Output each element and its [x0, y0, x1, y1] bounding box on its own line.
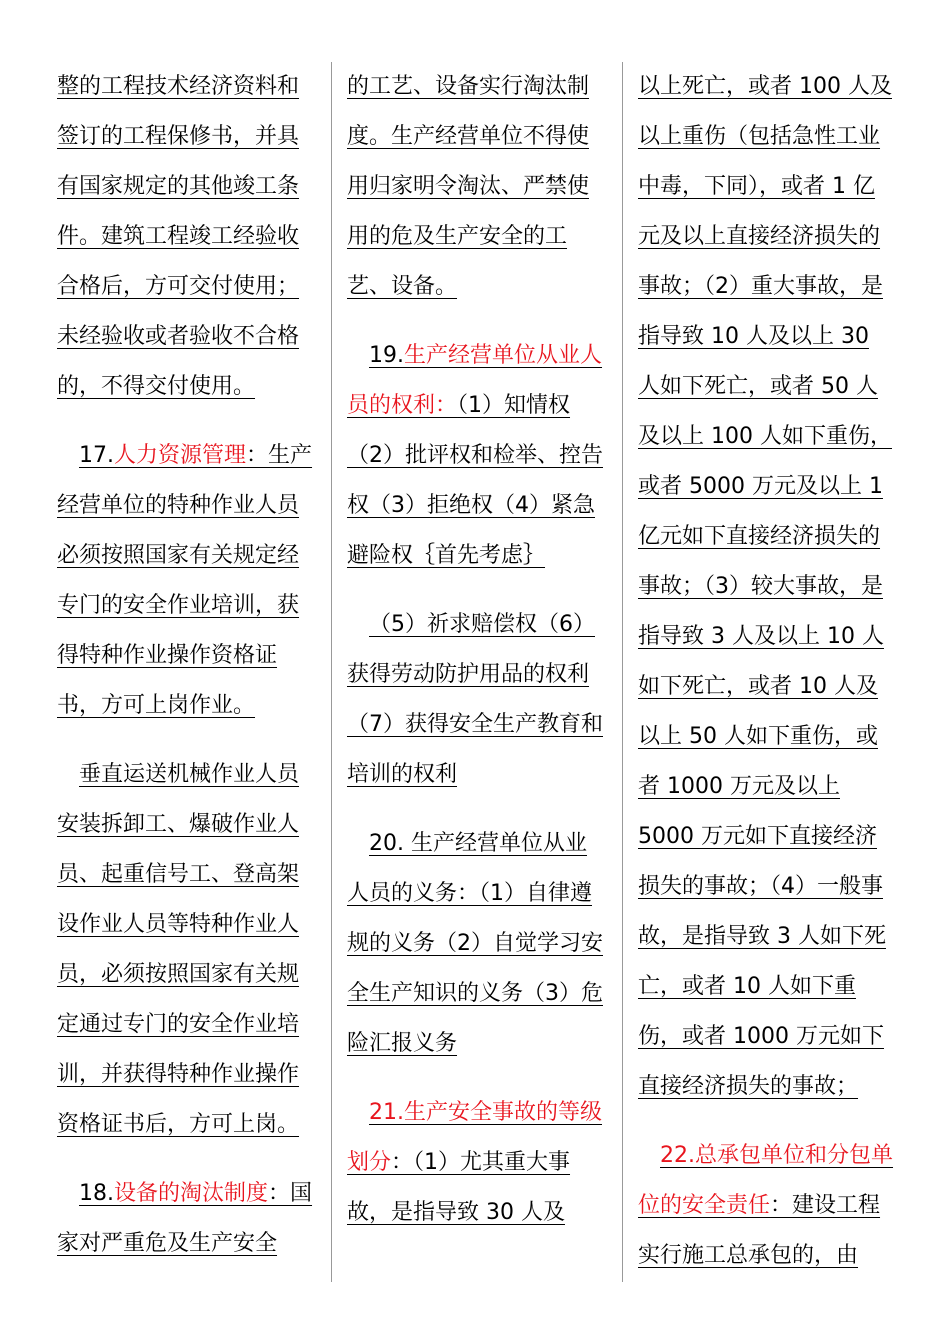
section-heading: 总承包单位和分包单位的安全责任: [638, 1143, 894, 1218]
paragraph-21-accident-classification: [347, 1088, 605, 1238]
item-number: 19.: [369, 343, 404, 368]
section-text: （1）知情权（2）批评权和检举、控告权（3）拒绝权（4）紧急避险权｛首先考虑｝: [347, 393, 603, 568]
item-number: 18.: [79, 1181, 114, 1206]
paragraph-22-contractor-responsibility: [638, 1131, 896, 1281]
section-text: ：国家对严重危及生产安全: [57, 1181, 313, 1256]
paragraph-accident-levels: 以上死亡，或者 100 人及以上重伤（包括急性工业中毒，下同），或者 1 亿元及以上直接经济损失的事故；（2）重大事故，是指导致 10 人及以上 30 人如下死亡，或者 50 人及以上 100 人如下重伤，或者 5000 万元及以上 1 亿元如下直接经济损失的事故；（3）较大事故，是指导致 3 人及以上 10 人如下死亡，或者 10 人及以上 50 人如下重伤，或者 1000 万元及以上 5000 万元如下直接经济损失的事故；（4）一般事故，是指导致 3 人如下死亡，或者 10 人如下重伤，或者 1000 万元如下直接经济损失的事故；: [638, 74, 892, 1099]
section-heading: 人力资源管理: [114, 443, 247, 468]
column-divider: [331, 62, 332, 1282]
column-2: [347, 62, 605, 1257]
paragraph-completion-acceptance: 整的工程技术经济资料和签订的工程保修书，并具有国家规定的其他竣工条件。建筑工程竣工经验收合格后，方可交付使用；未经验收或者验收不合格的，不得交付使用。: [57, 74, 300, 399]
paragraph-17-human-resources: [57, 431, 315, 731]
paragraph-19-employee-rights: [347, 331, 605, 581]
paragraph-special-operators: 垂直运送机械作业人员安装拆卸工、爆破作业人员、起重信号工、登高架设作业人员等特种作业人员，必须按照国家有关规定通过专门的安全作业培训，并获得特种作业操作资格证书后，方可上岗。: [57, 762, 300, 1137]
section-heading: 21.生产安全事故的等级划分: [347, 1100, 602, 1175]
column-3: [638, 62, 896, 1300]
section-text: ：（1）尤其重大事故，是指导致 30 人及: [347, 1150, 571, 1225]
paragraph-18-equipment-elimination: [57, 1169, 315, 1269]
section-text: ：生产经营单位的特种作业人员必须按照国家有关规定经专门的安全作业培训，获得特种作业操作资格证书，方可上岗作业。: [57, 443, 313, 718]
section-heading: 生产经营单位从业人员的权利：: [347, 343, 603, 418]
item-number: 22.: [660, 1143, 695, 1168]
column-1: [57, 62, 315, 1288]
paragraph-elimination-continued: 的工艺、设备实行淘汰制度。生产经营单位不得使用归家明令淘汰、严禁使用的危及生产安全的工艺、设备。: [347, 74, 590, 299]
paragraph-20-employee-obligations: 20. 生产经营单位从业人员的义务：（1）自律遵规的义务（2）自觉学习安全生产知识的义务（3）危险汇报义务: [347, 831, 603, 1056]
item-number: 17.: [79, 443, 114, 468]
section-heading: 设备的淘汰制度: [114, 1181, 269, 1206]
column-divider: [622, 62, 623, 1282]
paragraph-rights-continued: （5）祈求赔偿权（6）获得劳动防护用品的权利（7）获得安全生产教育和培训的权利: [347, 612, 603, 787]
section-text: ：建设工程实行施工总承包的，由: [638, 1193, 881, 1268]
